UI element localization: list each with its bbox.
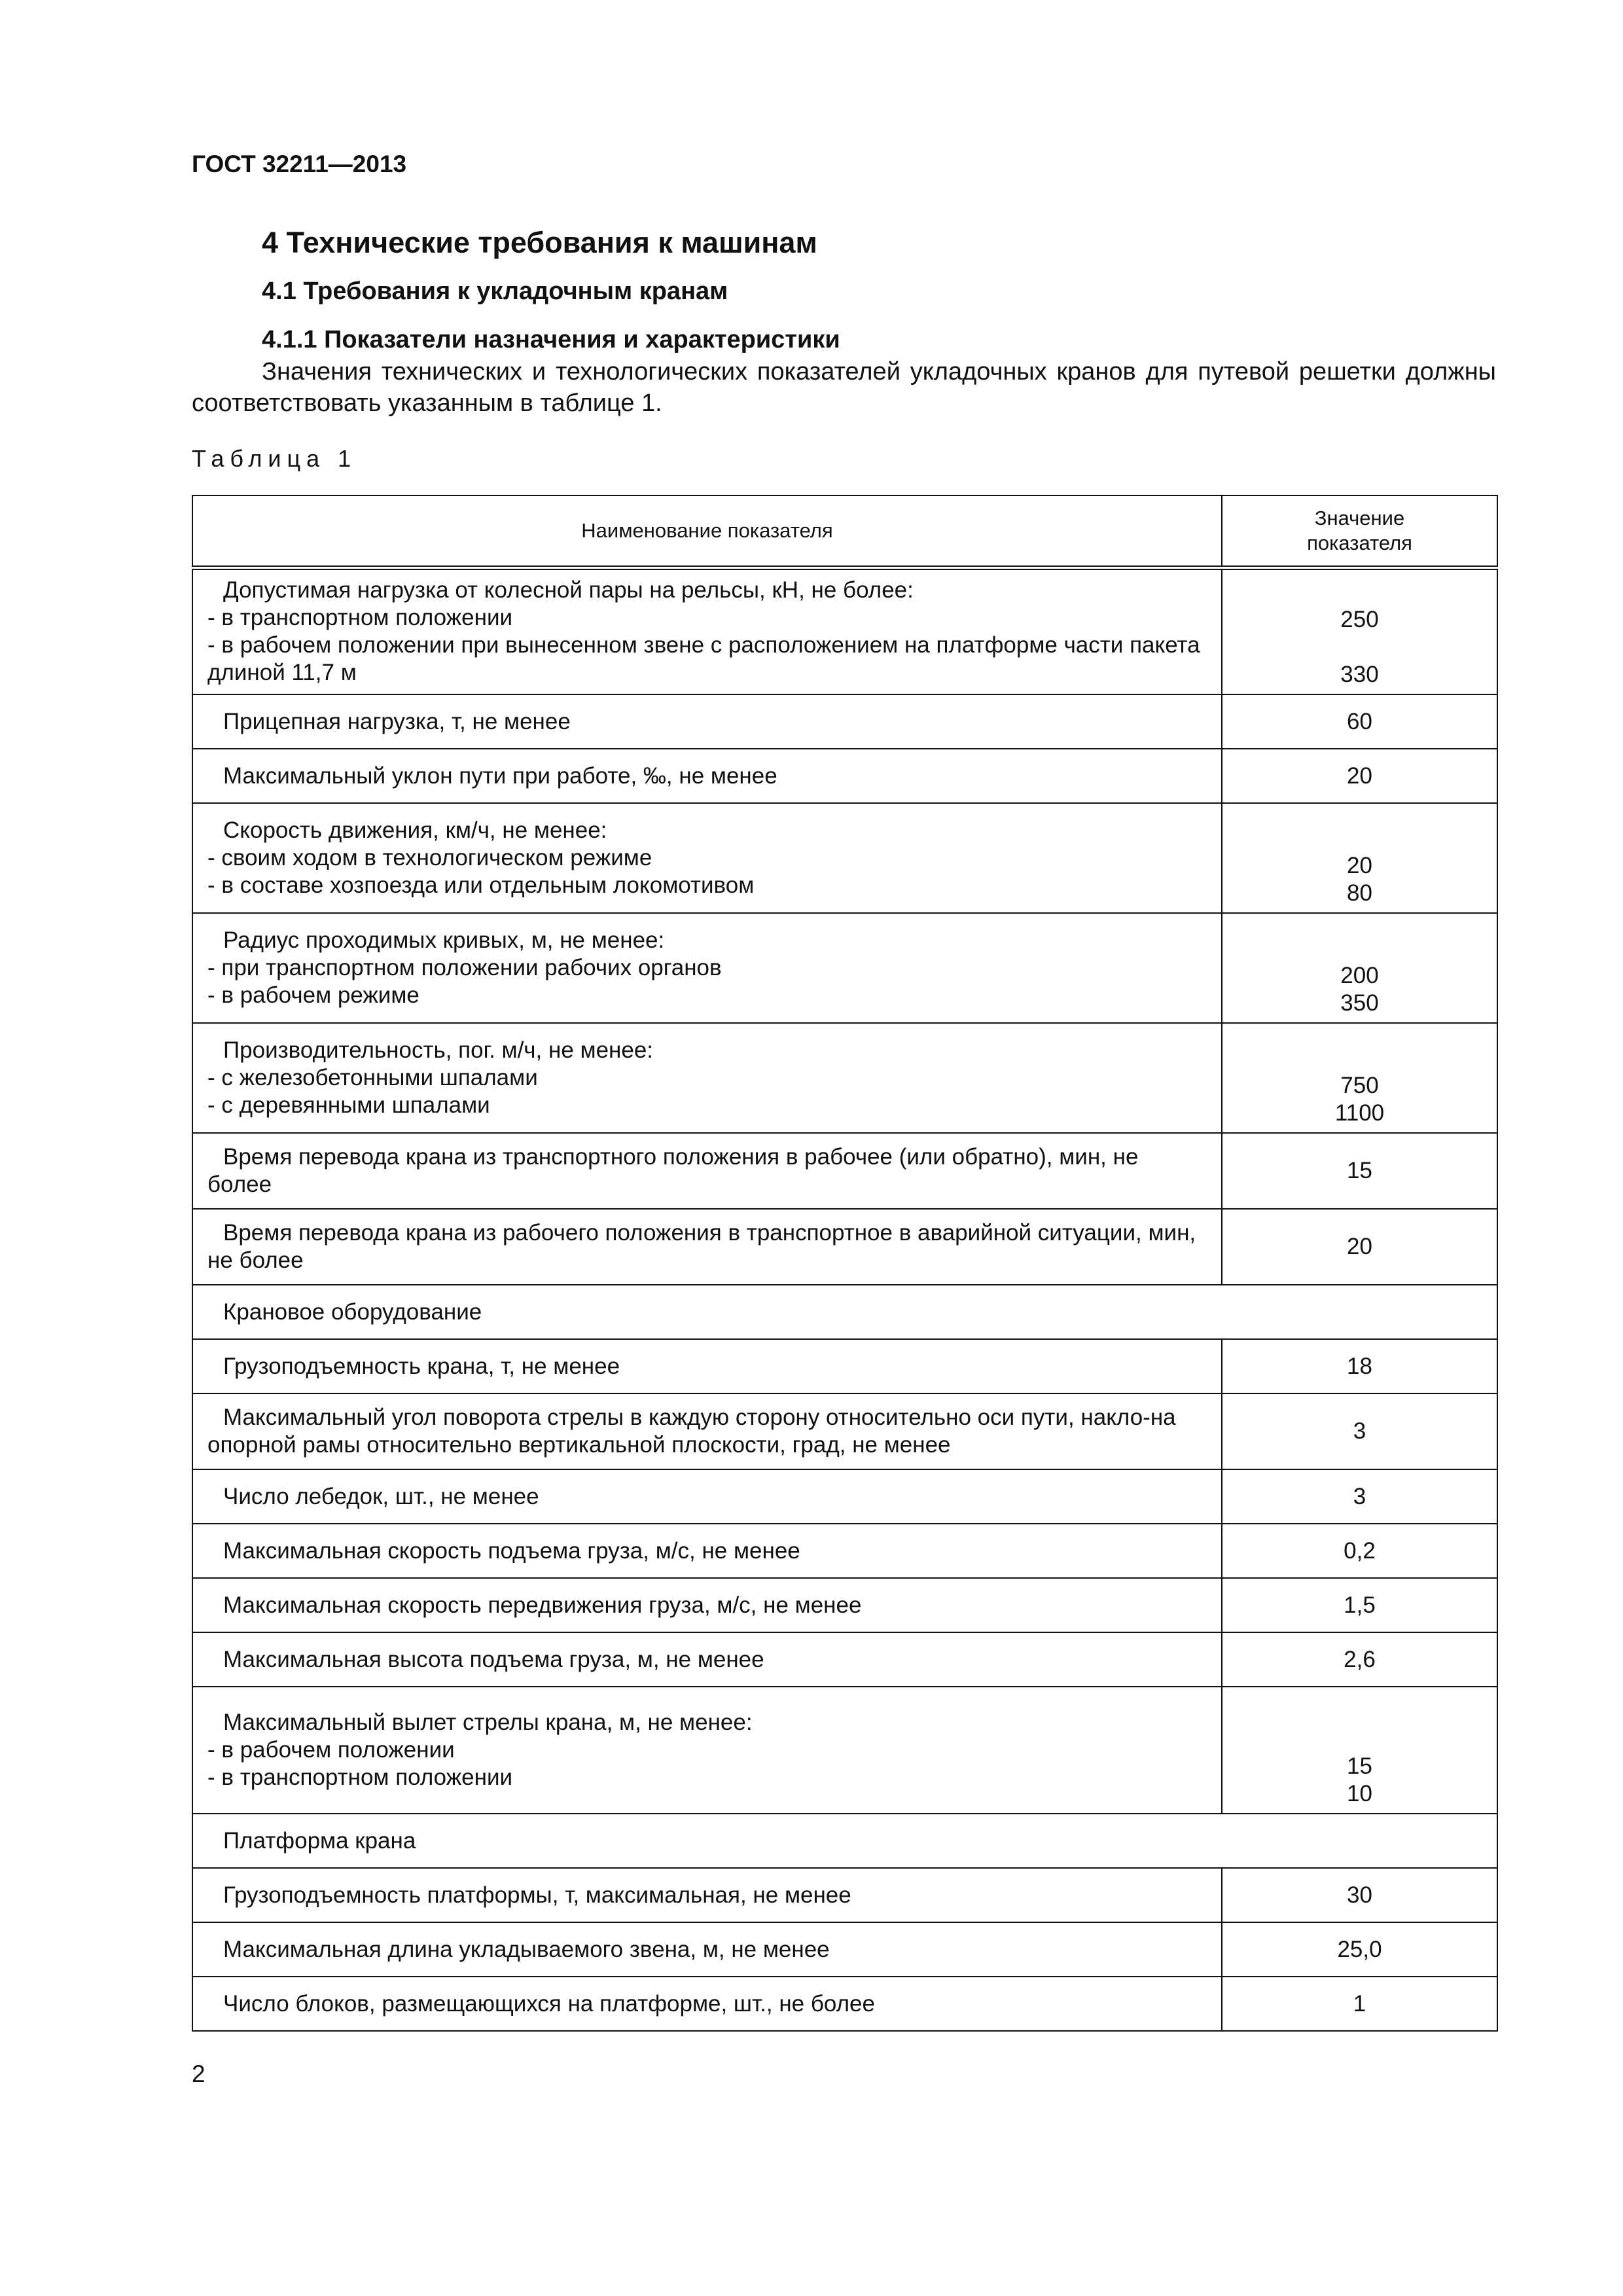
indicator-subitem: - в рабочем положении при вынесенном звене с расположением на платформе части пакета длиной 11,7 м bbox=[207, 632, 1200, 686]
indicator-text: Время перевода крана из транспортного положения в рабочее (или обратно), мин, не более bbox=[207, 1144, 1139, 1197]
value-text: 1100 bbox=[1334, 1100, 1385, 1126]
indicator-value bbox=[1222, 1023, 1497, 1133]
value-text: 1,5 bbox=[1344, 1592, 1376, 1618]
subsubsection-title: 4.1.1 Показатели назначения и характеристики bbox=[262, 326, 840, 353]
table-row bbox=[192, 749, 1497, 803]
indicator-value bbox=[1222, 803, 1497, 913]
indicator-name bbox=[192, 567, 1222, 694]
indicator-subitem: - в рабочем положении bbox=[207, 1737, 455, 1763]
indicator-text: Максимальная скорость подъема груза, м/с, не менее bbox=[223, 1537, 800, 1564]
value-text: 60 bbox=[1347, 708, 1372, 734]
indicator-value bbox=[1222, 1524, 1497, 1578]
table-row bbox=[192, 1632, 1497, 1687]
indicator-name bbox=[192, 1922, 1222, 1977]
indicator-text: Максимальный вылет стрелы крана, м, не менее: bbox=[223, 1710, 753, 1735]
value-text: 15 bbox=[1347, 1158, 1372, 1183]
indicator-name bbox=[192, 1469, 1222, 1524]
value-text: 20 bbox=[1347, 1234, 1372, 1259]
table-row bbox=[192, 1393, 1497, 1469]
table-row bbox=[192, 1469, 1497, 1524]
header-name: Наименование показателя bbox=[192, 495, 1222, 567]
value-text: 2,6 bbox=[1344, 1646, 1376, 1672]
indicator-subitem: - в составе хозпоезда или отдельным локомотивом bbox=[207, 872, 755, 898]
indicator-value bbox=[1222, 1632, 1497, 1687]
value-text: 350 bbox=[1340, 990, 1379, 1016]
page-number: 2 bbox=[192, 2060, 205, 2087]
indicator-value bbox=[1222, 1868, 1497, 1922]
indicator-name bbox=[192, 1578, 1222, 1632]
table-row bbox=[192, 1868, 1497, 1922]
value-text: 20 bbox=[1347, 762, 1372, 789]
indicator-value bbox=[1222, 1977, 1497, 2031]
table-header-row bbox=[192, 495, 1497, 567]
value-text: 18 bbox=[1347, 1353, 1372, 1379]
table-row bbox=[192, 803, 1497, 913]
section-label: Крановое оборудование bbox=[192, 1285, 1497, 1339]
header-value: Значение показателя bbox=[1222, 495, 1497, 567]
value-text: 20 bbox=[1347, 853, 1372, 878]
indicator-value bbox=[1222, 1339, 1497, 1393]
indicator-text: Грузоподъемность крана, т, не менее bbox=[223, 1353, 620, 1379]
intro-paragraph: Значения технических и технологических показателей укладочных кранов для путевой решетки должны соответствовать указанным в таблице 1. bbox=[192, 358, 1496, 417]
indicator-subitem: - в транспортном положении bbox=[207, 605, 513, 631]
value-text: 250 bbox=[1340, 607, 1379, 632]
indicator-subitem: - в рабочем режиме bbox=[207, 982, 419, 1008]
value-text: 0,2 bbox=[1344, 1537, 1376, 1564]
indicator-value bbox=[1222, 694, 1497, 749]
indicator-subitem: - при транспортном положении рабочих органов bbox=[207, 955, 722, 980]
subsection-title: 4.1 Требования к укладочным кранам bbox=[262, 278, 728, 305]
indicator-value bbox=[1222, 1687, 1497, 1814]
indicator-name bbox=[192, 1687, 1222, 1814]
indicator-text: Число блоков, размещающихся на платформе, шт., не более bbox=[223, 1990, 875, 2017]
indicator-value bbox=[1222, 1578, 1497, 1632]
indicator-name bbox=[192, 1133, 1222, 1209]
indicator-value bbox=[1222, 749, 1497, 803]
indicator-name bbox=[192, 1524, 1222, 1578]
section-title: 4 Технические требования к машинам bbox=[262, 226, 817, 259]
value-text: 3 bbox=[1353, 1483, 1366, 1509]
table-row bbox=[192, 694, 1497, 749]
indicator-value bbox=[1222, 1393, 1497, 1469]
indicator-name bbox=[192, 803, 1222, 913]
indicator-subitem: - с железобетонными шпалами bbox=[207, 1065, 538, 1090]
indicator-text: Максимальная длина укладываемого звена, м, не менее bbox=[223, 1936, 830, 1962]
indicator-text: Скорость движения, км/ч, не менее: bbox=[223, 817, 607, 843]
indicator-name bbox=[192, 913, 1222, 1023]
indicator-text: Максимальная высота подъема груза, м, не менее bbox=[223, 1646, 764, 1672]
table-row bbox=[192, 1209, 1497, 1285]
indicator-name bbox=[192, 1209, 1222, 1285]
indicator-text: Производительность, пог. м/ч, не менее: bbox=[223, 1037, 654, 1063]
table-section-row bbox=[192, 1814, 1497, 1868]
value-text: 10 bbox=[1347, 1781, 1372, 1806]
indicator-value bbox=[1222, 913, 1497, 1023]
indicator-text: Радиус проходимых кривых, м, не менее: bbox=[223, 927, 665, 953]
indicator-name bbox=[192, 1977, 1222, 2031]
indicator-value bbox=[1222, 1469, 1497, 1524]
value-text: 200 bbox=[1340, 963, 1379, 988]
table-section-row bbox=[192, 1285, 1497, 1339]
indicator-name bbox=[192, 1393, 1222, 1469]
value-text: 25,0 bbox=[1337, 1936, 1382, 1962]
value-text: 750 bbox=[1340, 1073, 1379, 1098]
table-row bbox=[192, 1339, 1497, 1393]
indicator-text: Время перевода крана из рабочего положения в транспортное в аварийной ситуации, мин, не более bbox=[207, 1220, 1196, 1273]
table-row bbox=[192, 1687, 1497, 1814]
indicator-name bbox=[192, 1339, 1222, 1393]
document-code: ГОСТ 32211—2013 bbox=[192, 151, 407, 177]
indicator-subitem: - в транспортном положении bbox=[207, 1765, 513, 1790]
indicator-name bbox=[192, 1023, 1222, 1133]
value-text: 80 bbox=[1347, 880, 1372, 906]
table-row bbox=[192, 1133, 1497, 1209]
value-text: 15 bbox=[1347, 1753, 1372, 1779]
table-row bbox=[192, 567, 1497, 694]
indicator-name bbox=[192, 1868, 1222, 1922]
value-text: 1 bbox=[1353, 1990, 1366, 2017]
value-text: 30 bbox=[1347, 1882, 1372, 1908]
table-row bbox=[192, 1524, 1497, 1578]
indicator-value bbox=[1222, 1922, 1497, 1977]
indicator-text: Грузоподъемность платформы, т, максимальная, не менее bbox=[223, 1882, 851, 1908]
table-caption: Таблица 1 bbox=[192, 445, 357, 472]
indicator-name bbox=[192, 1632, 1222, 1687]
indicator-value bbox=[1222, 1133, 1497, 1209]
indicator-text: Максимальный уклон пути при работе, ‰, не менее bbox=[223, 762, 777, 789]
indicator-name bbox=[192, 694, 1222, 749]
indicator-value bbox=[1222, 567, 1497, 694]
table-row bbox=[192, 1578, 1497, 1632]
specs-table bbox=[192, 495, 1498, 2032]
indicator-subitem: - своим ходом в технологическом режиме bbox=[207, 845, 652, 870]
table-row bbox=[192, 913, 1497, 1023]
section-label: Платформа крана bbox=[192, 1814, 1497, 1868]
indicator-name bbox=[192, 749, 1222, 803]
indicator-value bbox=[1222, 1209, 1497, 1285]
indicator-text: Число лебедок, шт., не менее bbox=[223, 1483, 539, 1509]
indicator-text: Прицепная нагрузка, т, не менее bbox=[223, 708, 571, 734]
value-text: 330 bbox=[1340, 662, 1379, 687]
indicator-subitem: - с деревянными шпалами bbox=[207, 1092, 490, 1118]
table-row bbox=[192, 1023, 1497, 1133]
table-row bbox=[192, 1922, 1497, 1977]
table-body bbox=[192, 567, 1497, 2031]
indicator-text: Допустимая нагрузка от колесной пары на рельсы, кН, не более: bbox=[223, 577, 914, 603]
indicator-text: Максимальный угол поворота стрелы в каждую сторону относительно оси пути, накло-на опорной рамы относительно вертикальной плоскости, град, не менее bbox=[207, 1405, 1176, 1458]
value-text: 3 bbox=[1353, 1418, 1366, 1444]
indicator-text: Максимальная скорость передвижения груза, м/с, не менее bbox=[223, 1592, 862, 1618]
table-row bbox=[192, 1977, 1497, 2031]
